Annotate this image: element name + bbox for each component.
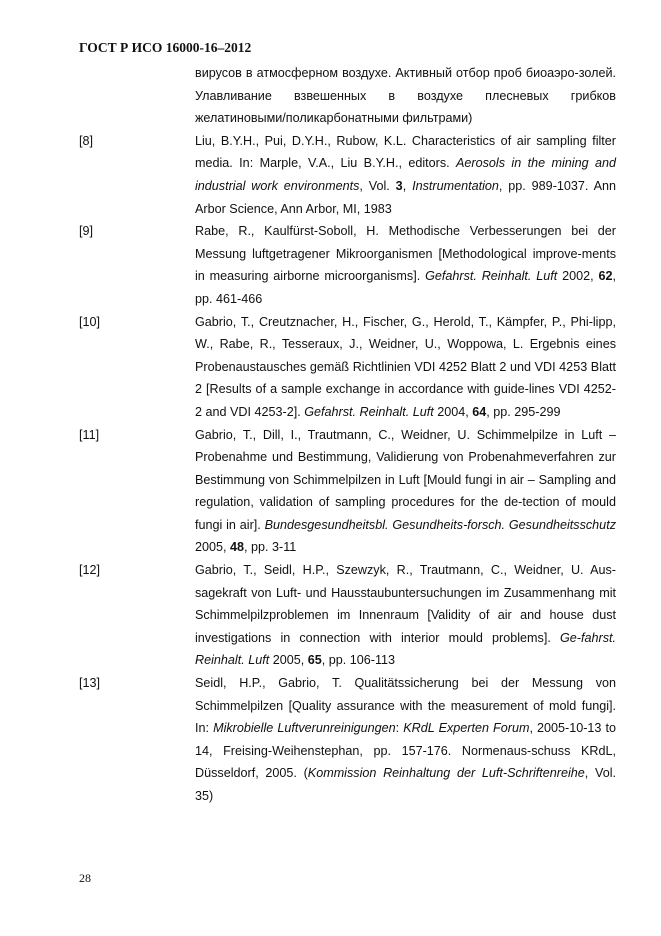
reference-number: [8]	[79, 133, 94, 148]
reference-list	[79, 62, 616, 808]
reference-number: [13]	[79, 676, 101, 691]
text-segment: Gabrio, T., Dill, I., Trautmann, C., Weidner, U. Schimmelpilze in Luft – Probenahme und Bestimmung, Validierung von Probenahmeverfahren zur Bestimmung von Schimmelpilzen in Luft [Mould fungi in air – Sampling and regulation, validation of sampling procedures for the de-tection of mould fungi in air].	[195, 427, 616, 532]
text-segment: , Vol. 35)	[195, 766, 616, 803]
bold-segment: 64	[472, 404, 487, 419]
reference-entry	[79, 130, 616, 220]
text-segment: вирусов в атмосферном воздухе. Активный отбор проб биоаэро-золей. Улавливание взвешенных в воздухе плесневых грибков желатиновыми/поликарбонатными фильтрами)	[195, 66, 616, 126]
text-segment: Seidl, H.P., Gabrio, T. Qualitätssicherung bei der Messung von Schimmelpilzen [Quality assurance with the measurement of mold fungi]. In:	[195, 676, 616, 736]
reference-entry	[79, 424, 616, 560]
continuation-entry	[79, 62, 616, 130]
reference-number: [12]	[79, 563, 101, 578]
italic-segment: Bundesgesundheitsbl. Gesundheits-forsch. Gesundheitsschutz	[264, 517, 616, 532]
text-segment: 2005,	[269, 653, 308, 668]
reference-entry	[79, 559, 616, 672]
reference-number: [9]	[79, 224, 94, 239]
text-segment: , pp. 3-11	[244, 540, 297, 555]
reference-text	[195, 424, 616, 560]
bold-segment: 62	[598, 269, 613, 284]
text-segment: , Vol.	[359, 178, 396, 193]
reference-text	[195, 130, 616, 220]
reference-text	[195, 672, 616, 808]
reference-entry	[79, 672, 616, 808]
italic-segment: Gefahrst. Reinhalt. Luft	[425, 269, 558, 284]
text-segment: :	[395, 721, 404, 736]
bold-segment: 65	[307, 653, 322, 668]
document-header: ГОСТ Р ИСО 16000-16–2012	[79, 40, 252, 55]
text-segment: , 2005-10-13 to 14, Freising-Weihenstephan, pp. 157-176. Normenaus-schuss KRdL, Düsseldorf, 2005. (	[195, 721, 617, 781]
text-segment: 2002,	[557, 269, 599, 284]
reference-entry	[79, 220, 616, 310]
italic-segment: Instrumentation	[412, 178, 499, 193]
text-segment: Rabe, R., Kaulfürst-Soboll, H. Methodische Verbesserungen bei der Messung luftgetragener Mikroorganismen [Methodological improve-ments in measuring airborne microorganisms].	[195, 224, 616, 284]
text-segment: , pp. 989-1037. Ann Arbor Science, Ann Arbor, MI, 1983	[195, 178, 616, 216]
text-segment: 2004,	[433, 404, 473, 419]
italic-segment: Kommission Reinhaltung der Luft-Schriftenreihe	[307, 766, 585, 781]
reference-text	[195, 311, 616, 424]
reference-number	[79, 62, 195, 130]
text-segment: , pp. 106-113	[321, 653, 396, 668]
text-segment: , pp. 295-299	[486, 404, 561, 419]
italic-segment: Mikrobielle Luftverunreinigungen	[213, 721, 396, 736]
italic-segment: Aerosols in the mining and industrial work environments	[195, 156, 616, 193]
reference-text	[195, 62, 616, 130]
text-segment: , pp. 461-466	[195, 269, 616, 306]
text-segment: Gabrio, T., Creutznacher, H., Fischer, G., Herold, T., Kämpfer, P., Phi-lipp, W., Rabe, R., Tesseraux, J., Weidner, U., Woppowa, L. Ergebnis eines Probenaustausches gemäß Richtlinien VDI 4252 Blatt 2 und VDI 4253 Blatt 2 [Results of a sample exchange in accordance with guide-lines VDI 4252-2 and VDI 4253-2].	[195, 314, 616, 419]
bold-segment: 48	[230, 540, 245, 555]
reference-text	[195, 559, 616, 672]
page-number: 28	[79, 871, 91, 885]
bold-segment: 3	[395, 178, 403, 193]
reference-number: [11]	[79, 427, 100, 442]
reference-entry	[79, 311, 616, 424]
text-segment: Liu, B.Y.H., Pui, D.Y.H., Rubow, K.L. Characteristics of air sampling filter media. In: Marple, V.A., Liu B.Y.H., editors.	[195, 133, 616, 171]
italic-segment: Gefahrst. Reinhalt. Luft	[304, 404, 434, 419]
text-segment: Gabrio, T., Seidl, H.P., Szewzyk, R., Trautmann, C., Weidner, U. Aus-sagekraft von Luft- und Hausstaubuntersuchungen im Zusammenhang mit Schimmelpilzproblemen im Innenraum [Validity of air and house dust investigations in connection with interior mould problems].	[195, 563, 616, 645]
text-segment: 2005,	[195, 540, 231, 555]
reference-number: [10]	[79, 314, 101, 329]
italic-segment: Ge-fahrst. Reinhalt. Luft	[195, 630, 616, 668]
italic-segment: KRdL Experten Forum	[403, 721, 530, 736]
reference-text	[195, 220, 616, 310]
text-segment: ,	[402, 178, 413, 193]
